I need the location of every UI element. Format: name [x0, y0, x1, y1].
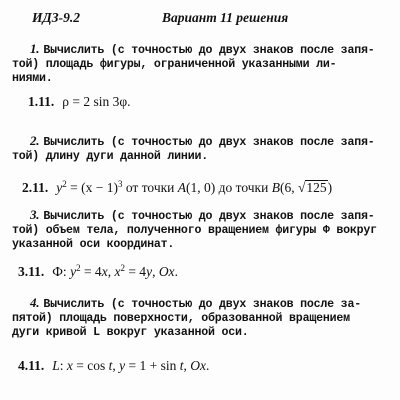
task-number: 3.	[30, 207, 40, 222]
task-2-formula: 2.11. $y^2 = (x - 1)^3$ от точки A(1, 0) до точки B(6, √125)	[22, 179, 333, 195]
task-1-text: 1. Вычислить (с точностью до двух знаков после запя- той) площадь фигуры, ограниченной указанными ли- ниями.	[12, 41, 375, 85]
task-4-text: 4. Вычислить (с точностью до двух знаков после за- пятой) площадь поверхности, образованной вращением дуги кривой L вокруг указанной оси.	[12, 295, 361, 339]
assignment-code: ИДЗ-9.2	[32, 10, 80, 25]
task-number: 2.	[30, 133, 40, 148]
task-2-text: 2. Вычислить (с точностью до двух знаков после запя- той) длину дуги данной линии.	[12, 133, 375, 163]
task-3-formula: 3.11. Ф: $y^2 = 4x$, $x^2 = 4y$, Ox.	[18, 263, 178, 279]
task-number: 4.	[30, 295, 40, 310]
task-1-formula: 1.11. ρ = 2 sin 3φ.	[28, 94, 131, 109]
task-number: 1.	[30, 41, 40, 56]
task-4-formula: 4.11. L: x = cos t, y = 1 + sin t, Ox.	[18, 358, 210, 373]
variant-title: Вариант 11 решения	[162, 10, 289, 25]
task-3-text: 3. Вычислить (с точностью до двух знаков после запя- той) объем тела, полученного вращением фигуры Ф вокруг указанной оси координат.	[12, 207, 377, 251]
page-header	[32, 10, 289, 26]
